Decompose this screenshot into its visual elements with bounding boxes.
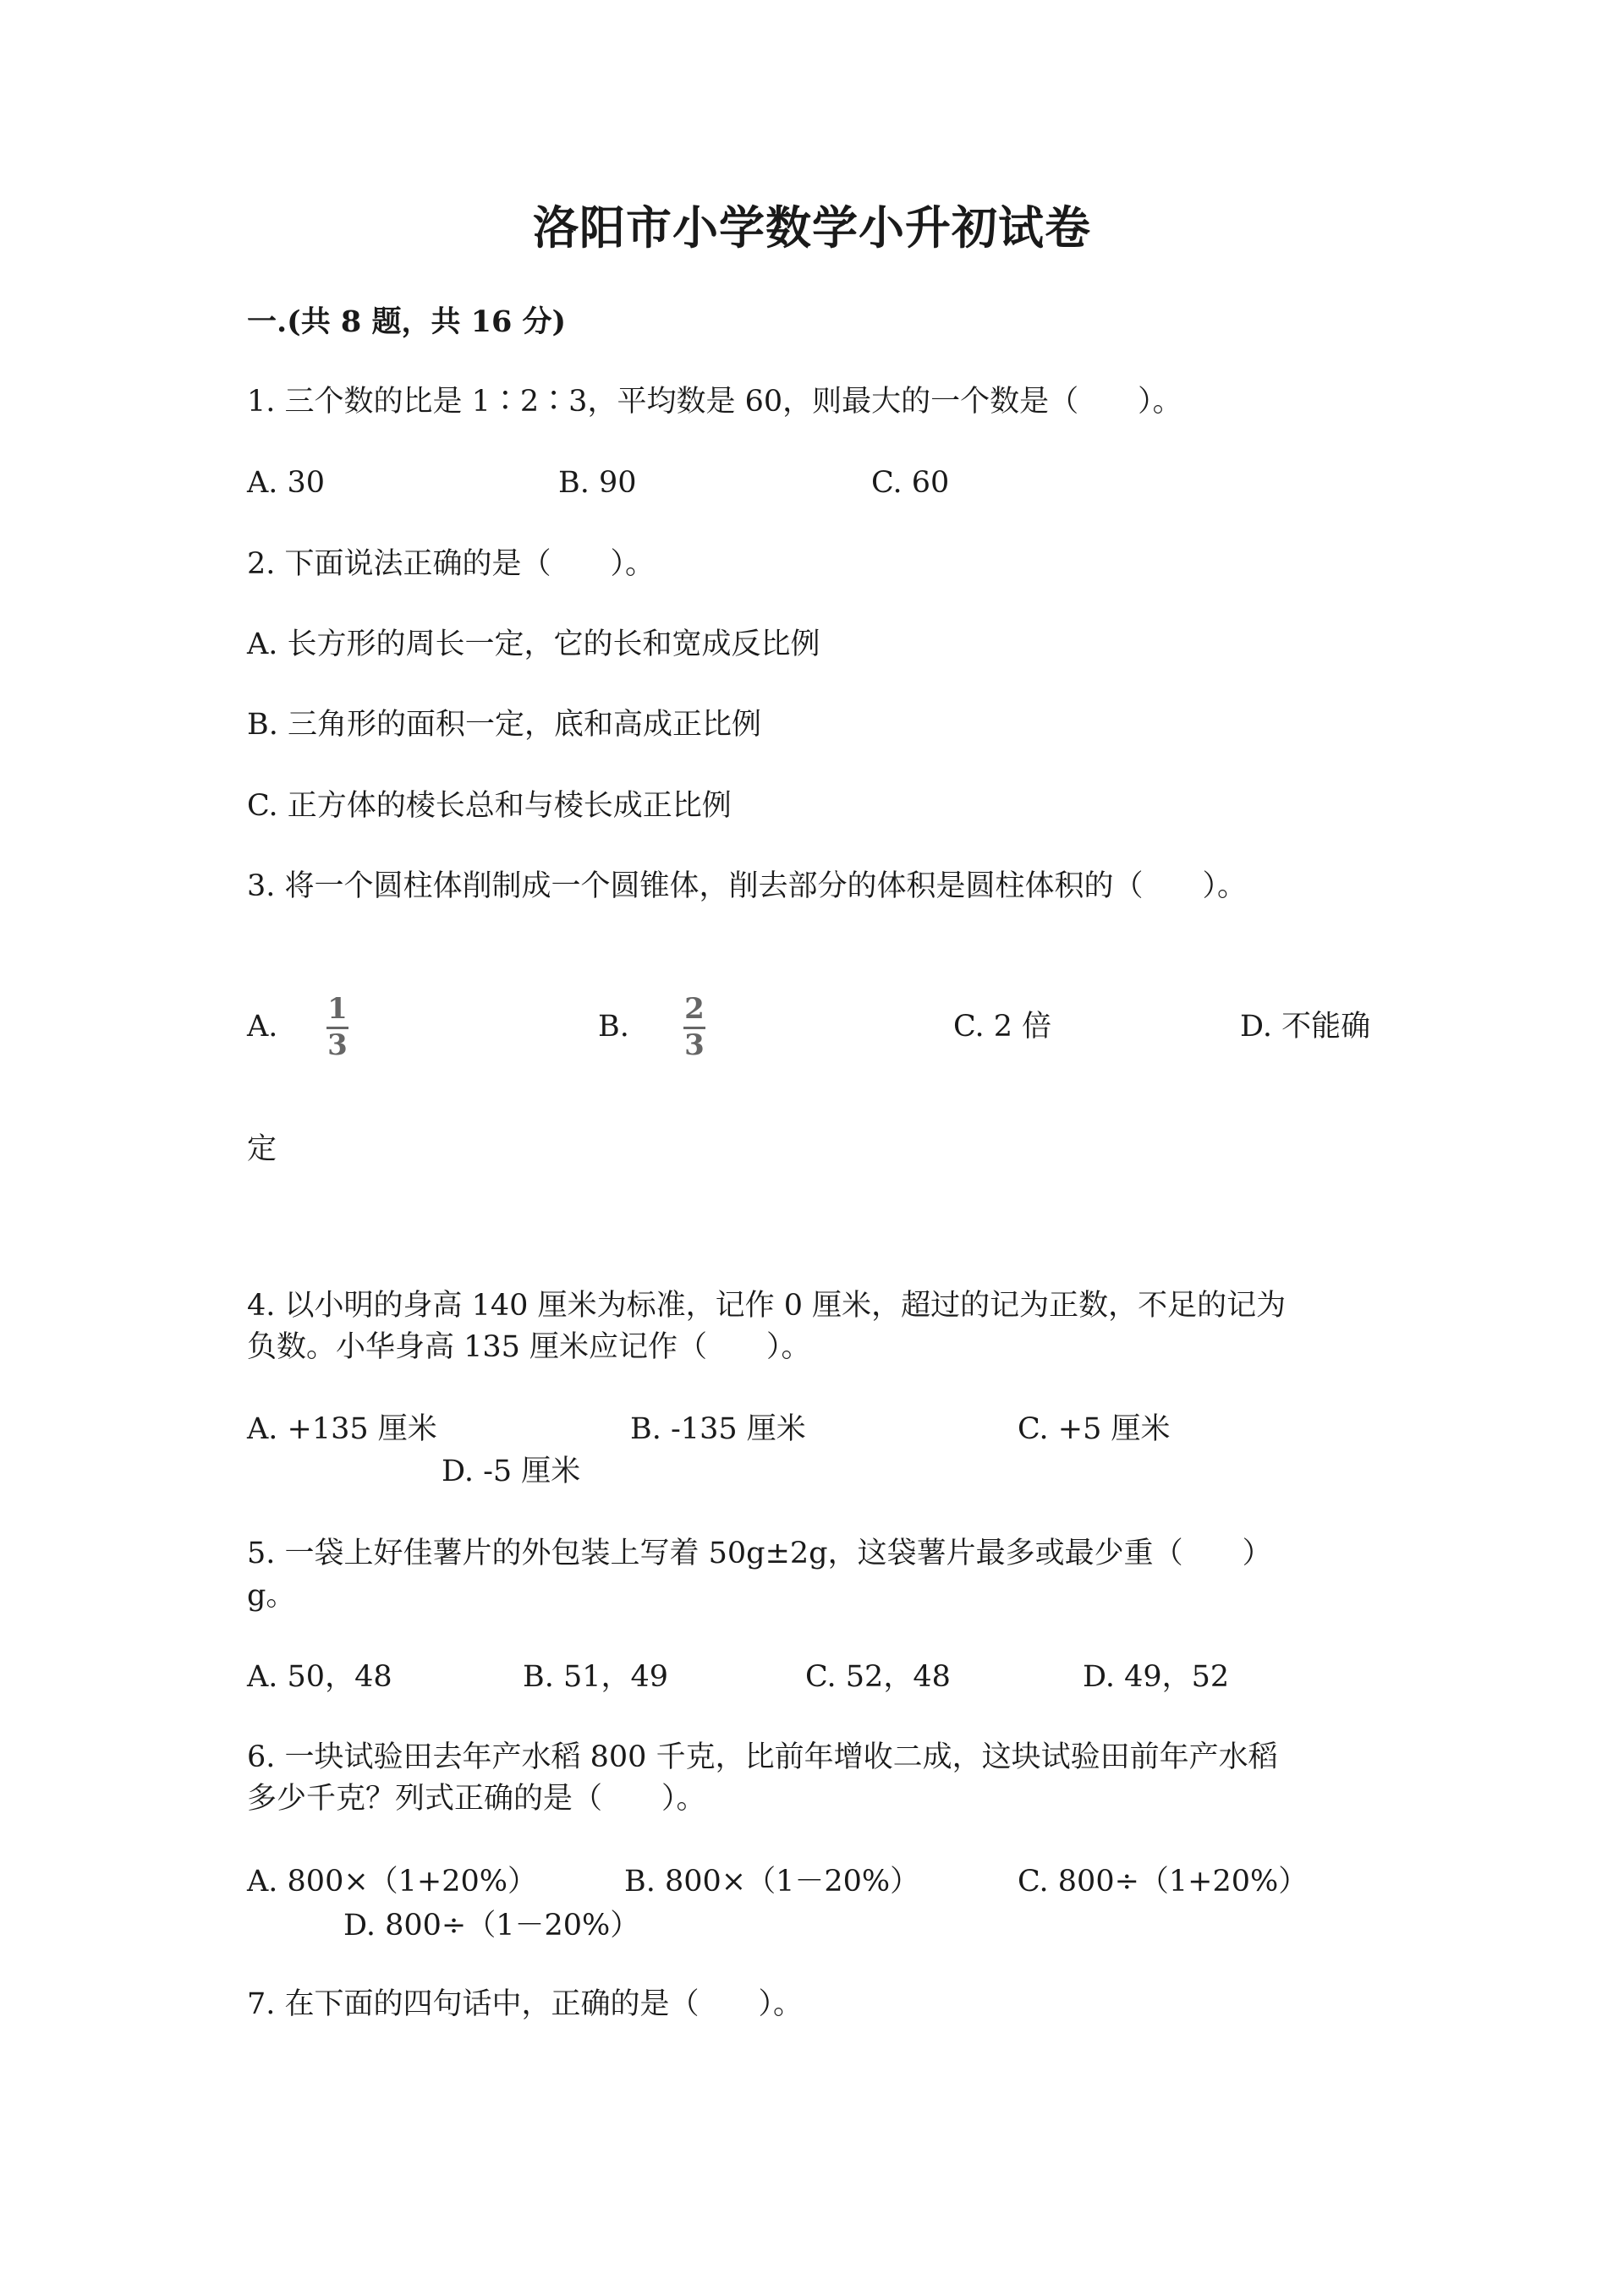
question-6-option-c: C. 800÷（1+20%）: [1018, 1865, 1309, 1899]
question-2-option-c: C. 正方体的棱长总和与棱长成正比例: [247, 789, 732, 823]
question-3-option-d: D. 不能确: [1240, 1010, 1371, 1044]
question-6-option-d: D. 800÷（1－20%）: [343, 1909, 640, 1943]
question-4-option-c: C. +5 厘米: [1018, 1412, 1171, 1446]
question-7-stem: 7. 在下面的四句话中，正确的是（ ）。: [247, 1987, 804, 2021]
question-3-stem: 3. 将一个圆柱体削制成一个圆锥体，削去部分的体积是圆柱体积的（ ）。: [247, 869, 1248, 903]
question-3-option-a-fraction: [326, 992, 348, 1062]
question-4-option-d: D. -5 厘米: [442, 1455, 581, 1488]
question-5-option-d: D. 49，52: [1083, 1660, 1230, 1694]
question-6-option-b: B. 800×（1－20%）: [624, 1865, 920, 1899]
question-4-option-b: B. -135 厘米: [630, 1412, 806, 1446]
question-5-option-a: A. 50，48: [247, 1660, 392, 1694]
question-3-option-b-fraction: [683, 992, 705, 1062]
page-title: 洛阳市小学数学小升初试卷: [533, 200, 1091, 255]
fraction-denominator: 3: [684, 1027, 705, 1062]
section-heading: 一.(共 8 题，共 16 分): [247, 304, 567, 339]
question-5-stem-line-2: g。: [247, 1579, 296, 1613]
question-1-stem: 1. 三个数的比是 1∶2∶3，平均数是 60，则最大的一个数是（ ）。: [247, 385, 1182, 419]
question-2-option-b: B. 三角形的面积一定，底和高成正比例: [247, 708, 761, 742]
question-5-option-c: C. 52，48: [805, 1660, 951, 1694]
question-3-option-c: C. 2 倍: [953, 1010, 1052, 1044]
question-4-option-a: A. +135 厘米: [247, 1412, 437, 1446]
question-6-stem-line-2: 多少千克？列式正确的是（ ）。: [247, 1782, 706, 1816]
question-3-option-d-wrap: 定: [247, 1132, 277, 1166]
question-3-option-b-label: B.: [598, 1010, 629, 1044]
question-1-option-c: C. 60: [871, 466, 950, 500]
question-1-option-b: B. 90: [558, 466, 637, 500]
fraction-denominator: 3: [327, 1027, 348, 1062]
question-6-stem-line-1: 6. 一块试验田去年产水稻 800 千克，比前年增收二成，这块试验田前年产水稻: [247, 1740, 1278, 1774]
fraction-numerator: 2: [684, 992, 705, 1026]
question-5-option-b: B. 51，49: [523, 1660, 669, 1694]
question-2-stem: 2. 下面说法正确的是（ ）。: [247, 547, 656, 581]
question-5-stem-line-1: 5. 一袋上好佳薯片的外包装上写着 50g±2g，这袋薯片最多或最少重（ ）: [247, 1537, 1272, 1570]
question-3-option-a-label: A.: [247, 1010, 278, 1044]
question-4-stem-line-2: 负数。小华身高 135 厘米应记作（ ）。: [247, 1330, 811, 1364]
question-6-option-a: A. 800×（1+20%）: [247, 1865, 538, 1899]
question-2-option-a: A. 长方形的周长一定，它的长和宽成反比例: [247, 627, 820, 661]
question-1-option-a: A. 30: [247, 466, 326, 500]
question-4-stem-line-1: 4. 以小明的身高 140 厘米为标准，记作 0 厘米，超过的记为正数，不足的记为: [247, 1289, 1287, 1323]
fraction-numerator: 1: [327, 992, 348, 1026]
